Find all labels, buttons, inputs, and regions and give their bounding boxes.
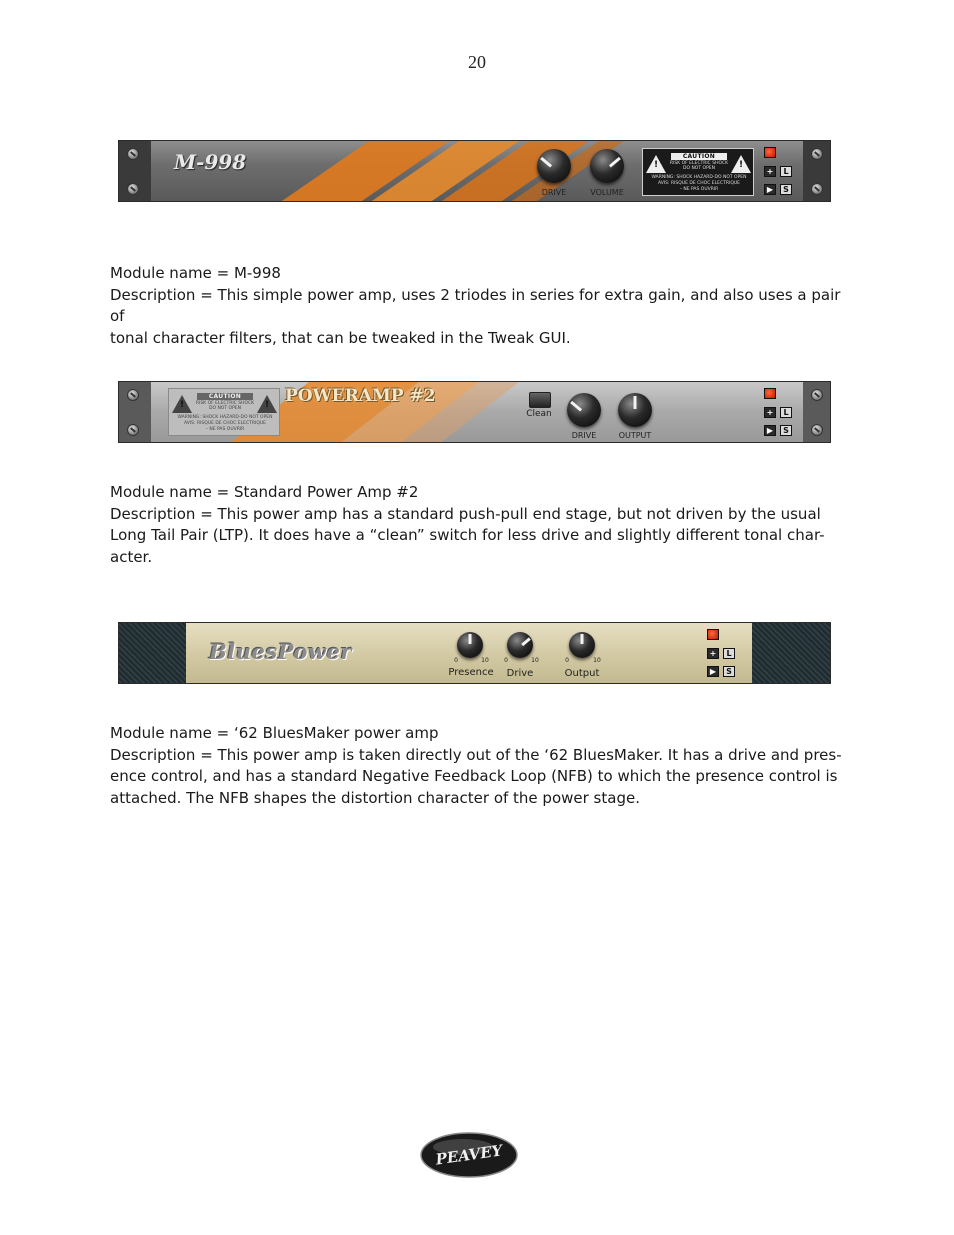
description-line: acter.: [110, 547, 153, 566]
drive-knob[interactable]: [567, 393, 601, 427]
caution-avis: – NE PAS OUVRIR: [205, 427, 245, 432]
drive-scale-max: 10: [531, 657, 539, 664]
clean-label: Clean: [526, 409, 552, 419]
play-icon[interactable]: ▶: [707, 666, 719, 677]
drive-label: DRIVE: [541, 188, 567, 197]
drive-scale-min: 0: [504, 657, 508, 664]
panel-title: M-998: [174, 150, 247, 174]
caution-warning: WARNING: SHOCK HAZARD-DO NOT OPEN: [651, 175, 747, 180]
control-buttons: [762, 147, 796, 197]
screw: [811, 424, 823, 436]
s-button[interactable]: S: [723, 666, 735, 677]
power-button[interactable]: [707, 629, 719, 640]
logo-text: PEAVEY: [434, 1141, 504, 1169]
presence-knob[interactable]: [457, 632, 483, 658]
description-line: Description = This simple power amp, uses 2 triodes in series for extra gain, and also uses a pair of: [110, 285, 841, 325]
output-scale-min: 0: [565, 657, 569, 664]
module-description: [110, 263, 845, 349]
power-button[interactable]: [764, 388, 776, 399]
presence-label: Presence: [448, 667, 494, 678]
l-button[interactable]: L: [780, 166, 792, 177]
panel-title: BluesPower: [209, 639, 352, 664]
description-line: Description = This power amp has a standard push-pull end stage, but not driven by the usual: [110, 504, 821, 523]
caution-line: RISK OF ELECTRIC SHOCK: [669, 161, 729, 166]
caution-title: CAUTION: [671, 153, 727, 160]
module-description: [110, 723, 845, 809]
volume-label: VOLUME: [590, 188, 624, 197]
warning-triangle-icon: [257, 395, 277, 413]
m998-panel: [118, 140, 831, 202]
tolex-right: [752, 623, 830, 684]
caution-avis: – NE PAS OUVRIR: [679, 187, 719, 192]
caution-avis: AVIS: RISQUE DE CHOC ELECTRIQUE: [657, 181, 740, 186]
s-button[interactable]: S: [780, 425, 792, 436]
caution-warning: WARNING: SHOCK HAZARD-DO NOT OPEN: [177, 415, 273, 420]
power-button[interactable]: [764, 147, 776, 158]
screw: [127, 389, 139, 401]
caution-plate: [168, 388, 280, 436]
module-name: Module name = M-998: [110, 264, 281, 282]
poweramp2-panel: [118, 381, 831, 443]
warning-triangle-icon: [646, 155, 666, 173]
plus-button[interactable]: +: [764, 407, 776, 418]
s-button[interactable]: S: [780, 184, 792, 195]
clean-switch[interactable]: [529, 392, 551, 408]
tolex-left: [119, 623, 186, 684]
drive-label: DRIVE: [571, 431, 597, 440]
peavey-logo: [419, 1131, 519, 1179]
drive-label: Drive: [506, 668, 534, 679]
output-scale-max: 10: [593, 657, 601, 664]
output-knob[interactable]: [618, 393, 652, 427]
module-description: [110, 482, 845, 568]
caution-line: DO NOT OPEN: [683, 166, 715, 171]
control-buttons: [762, 388, 796, 438]
presence-scale-max: 10: [481, 657, 489, 664]
presence-scale-min: 0: [454, 657, 458, 664]
module-name: Module name = Standard Power Amp #2: [110, 483, 419, 501]
screw: [811, 389, 823, 401]
description-line: Description = This power amp is taken directly out of the ‘62 BluesMaker. It has a drive and pres-: [110, 745, 842, 764]
description-line: tonal character filters, that can be tweaked in the Tweak GUI.: [110, 328, 571, 347]
l-button[interactable]: L: [780, 407, 792, 418]
module-name: Module name = ‘62 BluesMaker power amp: [110, 724, 439, 742]
warning-triangle-icon: [731, 155, 751, 173]
description-line: attached. The NFB shapes the distortion character of the power stage.: [110, 788, 640, 807]
output-label: OUTPUT: [618, 431, 652, 440]
drive-knob[interactable]: [537, 149, 571, 183]
screw: [127, 424, 139, 436]
output-label: Output: [564, 668, 600, 679]
panel-title: POWERAMP #2: [285, 386, 436, 406]
page-number: 20: [468, 52, 486, 72]
output-knob[interactable]: [569, 632, 595, 658]
caution-line: DO NOT OPEN: [209, 406, 241, 411]
volume-knob[interactable]: [590, 149, 624, 183]
caution-title: CAUTION: [197, 393, 253, 400]
screw: [811, 148, 823, 160]
l-button[interactable]: L: [723, 648, 735, 659]
screw: [811, 183, 823, 195]
plus-button[interactable]: +: [764, 166, 776, 177]
screw: [127, 148, 139, 160]
control-buttons: [705, 629, 739, 679]
drive-knob[interactable]: [507, 632, 533, 658]
play-icon[interactable]: ▶: [764, 425, 776, 436]
caution-line: RISK OF ELECTRIC SHOCK: [195, 401, 255, 406]
warning-triangle-icon: [172, 395, 192, 413]
caution-avis: AVIS: RISQUE DE CHOC ELECTRIQUE: [183, 421, 266, 426]
caution-plate: [642, 148, 754, 196]
bluespower-panel: [118, 622, 831, 684]
description-line: Long Tail Pair (LTP). It does have a “clean” switch for less drive and slightly different tonal char-: [110, 526, 825, 544]
screw: [127, 183, 139, 195]
play-icon[interactable]: ▶: [764, 184, 776, 195]
description-line: ence control, and has a standard Negative Feedback Loop (NFB) to which the presence control is: [110, 767, 838, 785]
plus-button[interactable]: +: [707, 648, 719, 659]
